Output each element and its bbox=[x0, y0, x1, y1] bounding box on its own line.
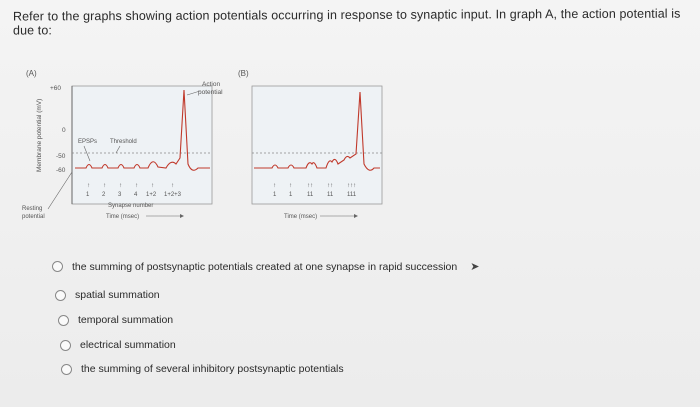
graph-b-synapse-3: 11 bbox=[307, 192, 314, 198]
action-potential-label-1: Action bbox=[202, 81, 221, 88]
option-summing-inhibitory[interactable] bbox=[61, 363, 344, 375]
graph-a-synapse-1-2: 1+2 bbox=[146, 192, 157, 198]
option-summing-one-synapse[interactable] bbox=[52, 260, 479, 273]
graph-a-tick-plus60: +60 bbox=[50, 85, 62, 92]
graph-a-resting-pointer bbox=[48, 172, 72, 209]
graph-a-y-axis-label: Membrane potential (mV) bbox=[36, 98, 43, 172]
graph-a-time-label: Time (msec) bbox=[106, 214, 140, 220]
option-electrical-summation[interactable] bbox=[60, 339, 176, 351]
graph-a-tick-minus50: -50 bbox=[56, 153, 66, 160]
radio-button[interactable] bbox=[55, 290, 66, 301]
option-label: spatial summation bbox=[75, 289, 160, 301]
option-label: temporal summation bbox=[78, 314, 174, 326]
stim-arrow: ↑ bbox=[103, 183, 106, 189]
graph-a-synapse-2: 2 bbox=[102, 192, 106, 198]
radio-button[interactable] bbox=[52, 261, 63, 272]
option-temporal-summation[interactable] bbox=[58, 314, 173, 326]
radio-button[interactable] bbox=[61, 364, 72, 375]
graph-a-plot-area bbox=[72, 86, 212, 204]
graph-a-resting-label-2: potential bbox=[22, 214, 45, 220]
graph-a-threshold-label: Threshold bbox=[110, 139, 137, 145]
option-label: electrical summation bbox=[80, 339, 176, 351]
stim-arrow: ↑ bbox=[87, 183, 90, 189]
stim-arrow: ↑ bbox=[289, 183, 292, 189]
option-label: the summing of several inhibitory postsynaptic potentials bbox=[81, 363, 344, 375]
mouse-cursor-icon: ➤ bbox=[470, 261, 480, 273]
stim-arrow: ↑↑↑ bbox=[347, 183, 356, 189]
question-text: Refer to the graphs showing action potentials occurring in response to synaptic input. In graph A, the action potential is due to: bbox=[12, 6, 681, 38]
graph-a-synapse-4: 4 bbox=[134, 192, 138, 198]
graph-a-time-arrowhead bbox=[180, 214, 184, 218]
radio-button[interactable] bbox=[60, 340, 71, 351]
graph-b-time-arrowhead bbox=[354, 214, 358, 218]
stim-arrow: ↑ bbox=[151, 183, 154, 189]
stim-arrow: ↑↑ bbox=[327, 183, 333, 189]
stim-arrow: ↑ bbox=[135, 183, 138, 189]
radio-button[interactable] bbox=[58, 315, 69, 326]
graph-b-synapse-4: 11 bbox=[327, 192, 334, 198]
stim-arrow: ↑ bbox=[273, 183, 276, 189]
graph-b-synapse-1: 1 bbox=[273, 192, 277, 198]
graph-a-label: (A) bbox=[26, 69, 37, 78]
stim-arrow: ↑↑ bbox=[307, 183, 313, 189]
graph-b-synapse-2: 1 bbox=[289, 192, 293, 198]
graph-a-tick-0: 0 bbox=[62, 127, 66, 134]
graph-b-synapse-5: 111 bbox=[347, 192, 357, 198]
graph-a-tick-minus60: -60 bbox=[56, 167, 66, 174]
graph-b-time-label: Time (msec) bbox=[284, 214, 318, 220]
graph-a-synapse-1-2-3: 1+2+3 bbox=[164, 192, 182, 198]
graph-a-synapse-1: 1 bbox=[86, 192, 90, 198]
graph-a-synapse-axis-label: Synapse number bbox=[108, 203, 154, 209]
graph-b-label: (B) bbox=[238, 69, 249, 78]
graph-a-epsp-label: EPSPs bbox=[78, 139, 98, 145]
graph-a-synapse-3: 3 bbox=[118, 192, 122, 198]
action-potential-label-2: potential bbox=[198, 89, 223, 96]
graphs-svg bbox=[20, 64, 400, 234]
option-label: the summing of postsynaptic potentials created at one synapse in rapid succession bbox=[72, 260, 458, 273]
graph-a-resting-label-1: Resting bbox=[22, 206, 43, 212]
action-potential-figure bbox=[20, 64, 400, 234]
stim-arrow: ↑ bbox=[119, 183, 122, 189]
stim-arrow: ↑ bbox=[171, 183, 174, 189]
option-spatial-summation[interactable] bbox=[55, 289, 160, 301]
